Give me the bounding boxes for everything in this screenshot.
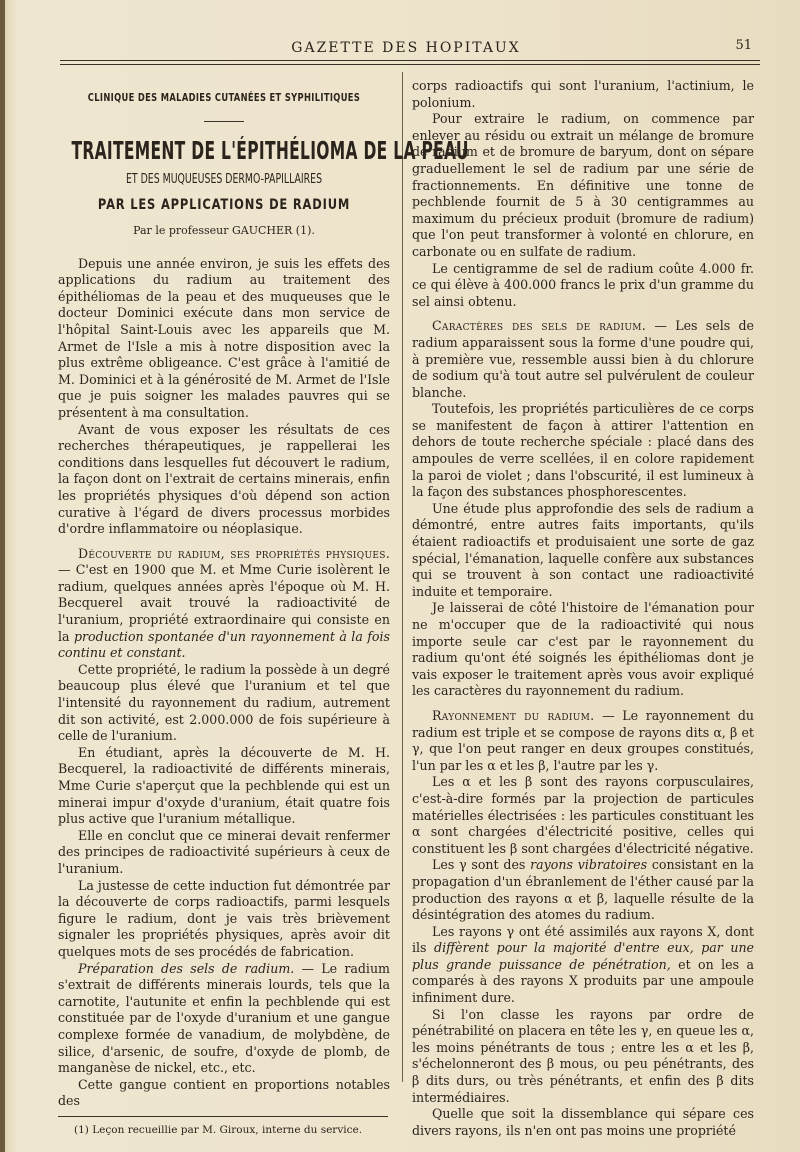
header-rule-secondary [60, 64, 760, 65]
paragraph-text: et on les a comparés à des rayons X produits par une ampoule infiniment dure. [412, 956, 754, 1006]
emphasis-text: production spontanée d'un rayonnement à la fois continu et constant. [58, 628, 390, 661]
page-header [56, 36, 756, 62]
paragraph: Pour extraire le radium, on commence par enlever au résidu ou extrait un mélange de bromure de radium et de bromure de baryum, dont on sépare graduellement le sel de radium par une série de fractionnements. En définitive une tonne de pechblende fournit de 5 à 30 centigrammes au maximum du précieux produit (bromure de radium) que l'on peut transformer à volonté en chlorure, en carbonate ou en sulfate de radium. [412, 111, 754, 259]
paragraph: La justesse de cette induction fut démontrée par la découverte de corps radioactifs, parmi lesquels figure le radium, dont je vais très brièvement signaler les propriétés physiques, après avoir dit quelques mots de ses procédés de fabrication. [58, 877, 390, 959]
subsection-heading: Découverte du radium, ses propriétés physiques. [78, 545, 390, 561]
paragraph-text: Les rayons γ ont été assimilés aux rayons X, dont ils [412, 923, 754, 956]
spacer [412, 700, 754, 708]
paragraph-text: Les γ sont des [432, 857, 531, 873]
article-subtitle-2: PAR LES APPLICATIONS DE RADIUM [97, 196, 351, 213]
emphasis-text: rayons vibratoires [530, 857, 648, 873]
emphasis-text: diffèrent pour la majorité d'entre eux, par une plus grande puissance de pénétration, [412, 940, 755, 972]
paragraph: Je laisserai de côté l'histoire de l'émanation pour ne m'occuper que de la radioactivité qui nous importe seule car c'est par le rayonnement du radium qu'ont été soignés les épithéliomas dont je vais exposer le traitement après vous avoir expliqué les caractères du rayonnement du radium. [412, 600, 754, 699]
paragraph-text: — Le rayonnement du radium est triple et se compose de rayons dits α, β et γ, que l'on peut ranger en deux groupes constitués, l'un par les α et les β, l'autre par les γ. [412, 707, 754, 773]
paragraph: Toutefois, les propriétés particulières de ce corps se manifestent de façon à attirer l'attention en dehors de toute recherche spéciale : placé dans des ampoules de verre scellées, il en colore rapidement la paroi de violet ; dans l'obscurité, il est lumineux à la façon des substances phosphorescentes. [412, 401, 754, 500]
header-rule [60, 60, 760, 61]
paragraph: En étudiant, après la découverte de M. H. Becquerel, la radioactivité de différents minerais, Mme Curie s'aperçut que la pechblende qui est un minerai impur d'oxyde d'uranium, était quatre fois plus active que l'uranium métallique. [58, 744, 390, 827]
footnote-rule [58, 1116, 388, 1117]
journal-title: GAZETTE DES HOPITAUX [291, 40, 521, 56]
article-title: TRAITEMENT DE L'ÉPITHÉLIOMA DE LA PEAU [71, 135, 469, 165]
article-subtitle: ET DES MUQUEUSES DERMO-PAPILLAIRES [125, 171, 323, 187]
paragraph [58, 961, 390, 1077]
spacer [58, 538, 390, 546]
paragraph-text: — C'est en 1900 que M. et Mme Curie isolèrent le radium, quelques années après l'époque où M. H. Becquerel avait trouvé la radioactivité de l'uranium, propriété extraordinaire qui consiste en la [58, 562, 390, 644]
paragraph: Avant de vous exposer les résultats de ces recherches thérapeutiques, je rappellerai les conditions dans lesquelles fut découvert le radium, la façon dont on l'extrait de certains minerais, enfin les propriétés physiques d'où dépend son action curative à l'égard de divers processus morbides d'ordre inflammatoire ou néoplasique. [58, 421, 390, 537]
page-binding-edge [0, 0, 5, 1152]
left-column [58, 78, 469, 1137]
paragraph: corps radioactifs qui sont l'uranium, l'actinium, le polonium. [412, 78, 754, 110]
column-divider [402, 72, 403, 1082]
paragraph: Cette gangue contient en proportions notables des [58, 1076, 390, 1109]
paragraph: Elle en conclut que ce minerai devait renfermer des principes de radioactivité supérieurs à ceux de l'uranium. [58, 827, 390, 876]
subsection-heading: Préparation des sels de radium. [78, 960, 295, 976]
title-rule [204, 121, 244, 122]
subsection-heading: Rayonnement du radium. [432, 707, 595, 723]
paragraph: Depuis une année environ, je suis les effets des applications du radium au traitement des épithéliomas de la peau et des muqueuses que le docteur Dominici exécute dans mon service de l'hôpital Saint-Louis avec les appareils que M. Armet de l'Isle a mis à notre disposition avec la plus extrême obligeance. C'est grâce à l'amitié de M. Dominici et à la générosité de M. Armet de l'Isle que je puis soigner les malades pauvres qui se présentent à ma consultation. [58, 255, 390, 420]
page-number: 51 [735, 38, 752, 53]
paragraph: Cette propriété, le radium la possède à un degré beaucoup plus élevé que l'uranium et tel que l'intensité du rayonnement du radium, autrement dit son activité, est 2.000.000 de fois supérieure à celle de l'uranium. [58, 661, 390, 744]
paragraph: Une étude plus approfondie des sels de radium a démontré, entre autres faits importants, qu'ils étaient radioactifs et produisaient une sorte de gaz spécial, l'émanation, laquelle confère aux substances qui se trouvent à son contact une radioactivité induite et temporaire. [412, 500, 754, 599]
paragraph [412, 318, 754, 401]
paragraph [58, 546, 390, 662]
paragraph-text: consistant en la propagation d'un ébranlement de l'éther causé par la production des rayons α et β, laquelle résulte de la désintégration des atomes du radium. [412, 857, 754, 923]
paragraph: Le centigramme de sel de radium coûte 4.000 fr. ce qui élève à 400.000 francs le prix d'un gramme du sel ainsi obtenu. [412, 260, 754, 309]
paragraph: Si l'on classe les rayons par ordre de pénétrabilité on placera en tête les γ, en queue les α, les moins pénétrants de tous ; entre les α et les β, s'échelonneront des β mous, ou peu pénétrants, des β dits durs, ou très pénétrants, et enfin des β dits intermédiaires. [412, 1006, 754, 1105]
subsection-heading: Caractères des sels de radium. [432, 318, 647, 334]
article-author: Par le professeur GAUCHER (1). [133, 223, 315, 237]
paragraph-text: — Le radium s'extrait de différents minerais lourds, tels que la carnotite, l'autunite et enfin la pechblende qui est constituée par de l'oxyde d'uranium et une gangue complexe formée de vanadium, de molybdène, de silice, d'arsenic, de soufre, d'oxyde de plomb, de manganèse de nickel, etc., etc. [58, 960, 390, 1076]
right-column [412, 78, 754, 1139]
spacer [412, 310, 754, 318]
paragraph [412, 924, 754, 1007]
paragraph: Quelle que soit la dissemblance qui sépare ces divers rayons, ils n'en ont pas moins une propriété [412, 1106, 754, 1138]
footnote: (1) Leçon recueillie par M. Giroux, interne du service. [74, 1123, 363, 1136]
paragraph [412, 708, 754, 774]
paragraph-text: — Les sels de radium apparaissent sous la forme d'une poudre qui, à première vue, ressemble aussi bien à du chlorure de sodium qu'à tout autre sel pulvérulent de couleur blanche. [412, 318, 755, 400]
section-heading: CLINIQUE DES MALADIES CUTANÉES ET SYPHILITIQUES [87, 92, 361, 104]
paragraph [412, 857, 754, 923]
paragraph: Les α et les β sont des rayons corpusculaires, c'est-à-dire formés par la projection de particules matérielles électrisées : les particules constituant les α sont chargées d'électricité positive, celles qui constituent les β sont chargées d'électricité négative. [412, 774, 754, 856]
